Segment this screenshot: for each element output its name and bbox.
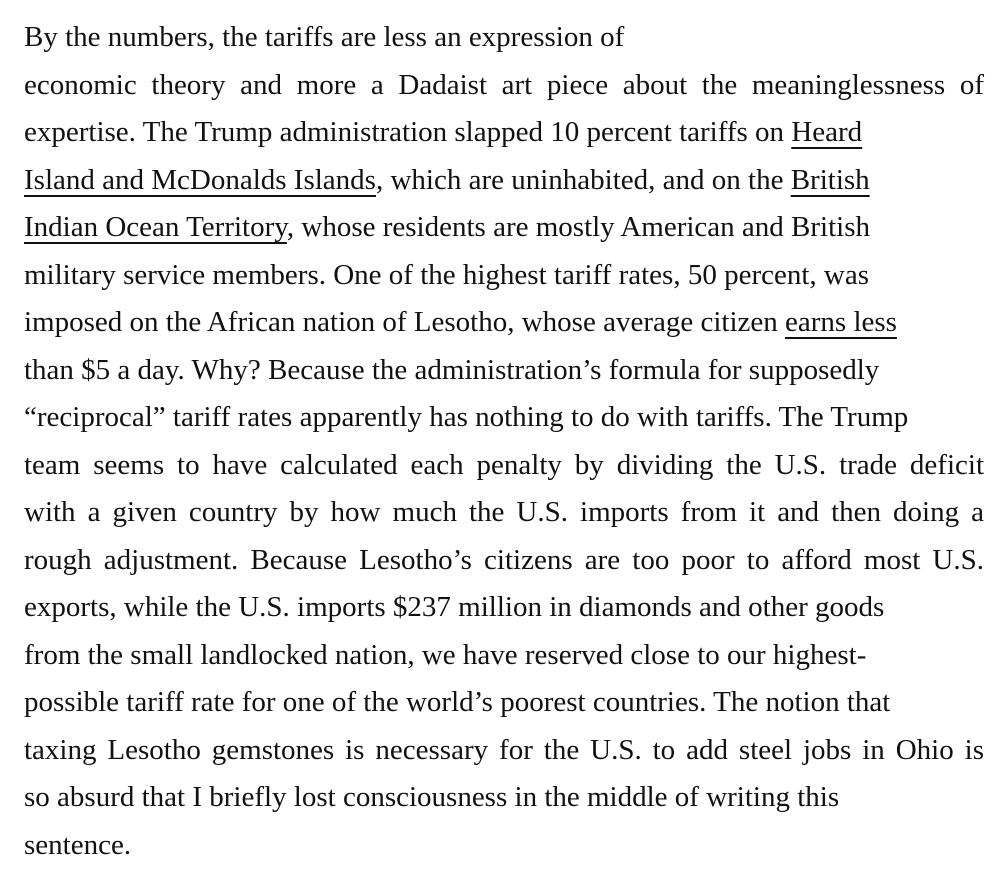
text-line xyxy=(24,252,984,300)
text-line xyxy=(24,62,984,110)
text-line xyxy=(24,584,984,632)
text-segment: possible tariff rate for one of the world’s poorest countries. The notion that xyxy=(24,686,891,718)
text-line xyxy=(24,537,984,585)
text-segment: , whose residents are mostly American and British xyxy=(286,211,870,243)
inline-link[interactable]: British xyxy=(790,163,870,196)
text-segment: team seems to have calculated each penalty by dividing the U.S. trade deficit xyxy=(24,448,984,481)
inline-link[interactable]: earns less xyxy=(785,306,897,338)
text-line xyxy=(24,442,984,490)
text-segment: sentence. xyxy=(24,828,132,861)
inline-link[interactable]: Heard xyxy=(791,116,863,148)
text-line xyxy=(24,394,984,442)
text-line xyxy=(24,679,984,727)
text-line xyxy=(24,157,984,205)
text-segment: so absurd that I briefly lost consciousness in the middle of writing this xyxy=(24,781,840,813)
text-segment: exports, while the U.S. imports $237 million in diamonds and other goods xyxy=(24,591,885,623)
text-segment: imposed on the African nation of Lesotho, whose average citizen xyxy=(24,306,786,338)
text-segment: , which are uninhabited, and on the xyxy=(375,163,791,196)
text-line xyxy=(24,774,984,822)
text-line xyxy=(24,299,984,347)
text-line xyxy=(24,347,984,395)
text-segment: “reciprocal” tariff rates apparently has nothing to do with tariffs. The Trump xyxy=(24,401,909,433)
text-line xyxy=(24,109,984,157)
text-line xyxy=(24,489,984,537)
inline-link[interactable]: Indian Ocean Territory xyxy=(24,211,287,243)
text-line xyxy=(24,204,984,252)
text-segment: with a given country by how much the U.S. imports from it and then doing a xyxy=(24,496,984,528)
article-paragraph xyxy=(24,14,984,869)
inline-link[interactable]: Island and McDonalds Islands xyxy=(24,163,376,196)
text-segment: from the small landlocked nation, we have reserved close to our highest- xyxy=(24,638,867,671)
text-line xyxy=(24,14,984,62)
text-segment: economic theory and more a Dadaist art piece about the meaninglessness of xyxy=(24,68,984,101)
text-segment: rough adjustment. Because Lesotho’s citizens are too poor to afford most U.S. xyxy=(24,543,984,576)
text-segment: By the numbers, the tariffs are less an expression of xyxy=(24,21,625,53)
text-segment: taxing Lesotho gemstones is necessary for the U.S. to add steel jobs in Ohio is xyxy=(24,733,984,766)
text-line xyxy=(24,727,984,775)
text-segment: than $5 a day. Why? Because the administration’s formula for supposedly xyxy=(24,353,880,386)
text-line xyxy=(24,632,984,680)
text-segment: military service members. One of the highest tariff rates, 50 percent, was xyxy=(24,258,870,291)
text-line xyxy=(24,822,984,870)
text-segment: expertise. The Trump administration slapped 10 percent tariffs on xyxy=(24,116,792,148)
